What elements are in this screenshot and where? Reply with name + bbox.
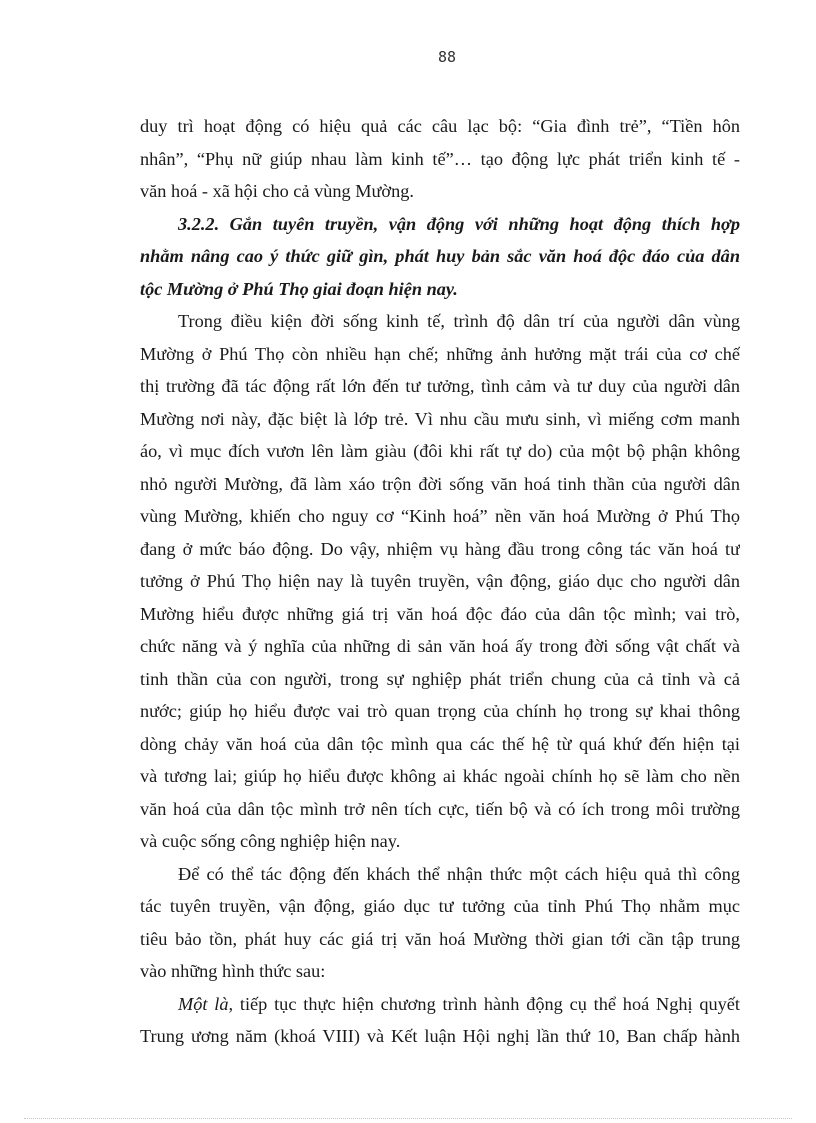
text-line: văn hoá của dân tộc mình trở nên tích cực, tiến bộ và có ích trong môi trường [140, 798, 740, 819]
text-line: nhỏ người Mường, đã làm xáo trộn đời sống văn hoá tinh thần của người dân [140, 473, 740, 494]
heading-line: tộc Mường ở Phú Thọ giai đoạn hiện nay. [140, 278, 458, 299]
text-line: và cuộc sống công nghiệp hiện nay. [140, 831, 401, 851]
text-line: tiêu bảo tồn, phát huy các giá trị văn hoá Mường thời gian tới cần tập trung [140, 928, 740, 949]
text-run: tiếp tục thực hiện chương trình hành động cụ thể hoá Nghị quyết [233, 993, 740, 1014]
heading-line: nhằm nâng cao ý thức giữ gìn, phát huy bản sắc văn hoá độc đáo của dân [140, 246, 740, 266]
page-bottom-rule [24, 1118, 792, 1119]
text-line: văn hoá - xã hội cho cả vùng Mường. [140, 181, 414, 201]
lead-italic: Một là, [178, 993, 234, 1014]
text-line: Trong điều kiện đời sống kinh tế, trình độ dân trí của người dân vùng [178, 311, 740, 331]
page-number: 88 [437, 48, 457, 66]
text-line: nước; giúp họ hiểu được vai trò quan trọng của chính họ trong sự khai thông [140, 701, 740, 721]
text-line: tinh thần của con người, trong sự nghiệp phát triển chung của cả tỉnh và cả [140, 668, 740, 689]
text-line: chức năng và ý nghĩa của những di sản văn hoá ấy trong đời sống vật chất và [140, 636, 740, 656]
text-line: dòng chảy văn hoá của dân tộc mình qua các thế hệ từ quá khứ đến hiện tại [140, 733, 740, 754]
text-line: đang ở mức báo động. Do vậy, nhiệm vụ hàng đầu trong công tác văn hoá tư [140, 538, 740, 559]
text-line: nhân”, “Phụ nữ giúp nhau làm kinh tế”… tạo động lực phát triển kinh tế - [140, 148, 740, 169]
paragraph [140, 305, 740, 858]
paragraph-continuation [140, 110, 740, 208]
paragraph [140, 858, 740, 988]
text-line: Để có thể tác động đến khách thể nhận thức một cách hiệu quả thì công [178, 863, 740, 884]
text-line [140, 988, 740, 1021]
text-line: Trung ương năm (khoá VIII) và Kết luận Hội nghị lần thứ 10, Ban chấp hành [140, 1026, 740, 1046]
text-line: áo, vì mục đích vươn lên làm giàu (đôi khi rất tự do) của một bộ phận không [140, 441, 740, 461]
text-line: thị trường đã tác động rất lớn đến tư tưởng, tình cảm và tư duy của người dân [140, 376, 740, 396]
heading-line: 3.2.2. Gắn tuyên truyền, vận động với những hoạt động thích hợp [178, 213, 740, 234]
text-line: Mường nơi này, đặc biệt là lớp trẻ. Vì nhu cầu mưu sinh, vì miếng cơm manh [140, 408, 740, 429]
text-line: vùng Mường, khiến cho nguy cơ “Kinh hoá” nền văn hoá Mường ở Phú Thọ [140, 506, 740, 526]
text-line: duy trì hoạt động có hiệu quả các câu lạc bộ: “Gia đình trẻ”, “Tiền hôn [140, 116, 740, 136]
text-line: tác tuyên truyền, vận động, giáo dục tư tưởng của tỉnh Phú Thọ nhằm mục [140, 896, 740, 916]
text-line: vào những hình thức sau: [140, 961, 326, 981]
text-line: và tương lai; giúp họ hiểu được không ai khác ngoài chính họ sẽ làm cho nền [140, 766, 740, 786]
paragraph [140, 988, 740, 1053]
document-body [140, 110, 740, 1053]
text-line: tưởng ở Phú Thọ hiện nay là tuyên truyền, vận động, giáo dục cho người dân [140, 571, 740, 591]
text-line: Mường ở Phú Thọ còn nhiều hạn chế; những ảnh hưởng mặt trái của cơ chế [140, 343, 740, 364]
text-line: Mường hiểu được những giá trị văn hoá độc đáo của dân tộc mình; vai trò, [140, 603, 740, 624]
section-heading [140, 208, 740, 306]
